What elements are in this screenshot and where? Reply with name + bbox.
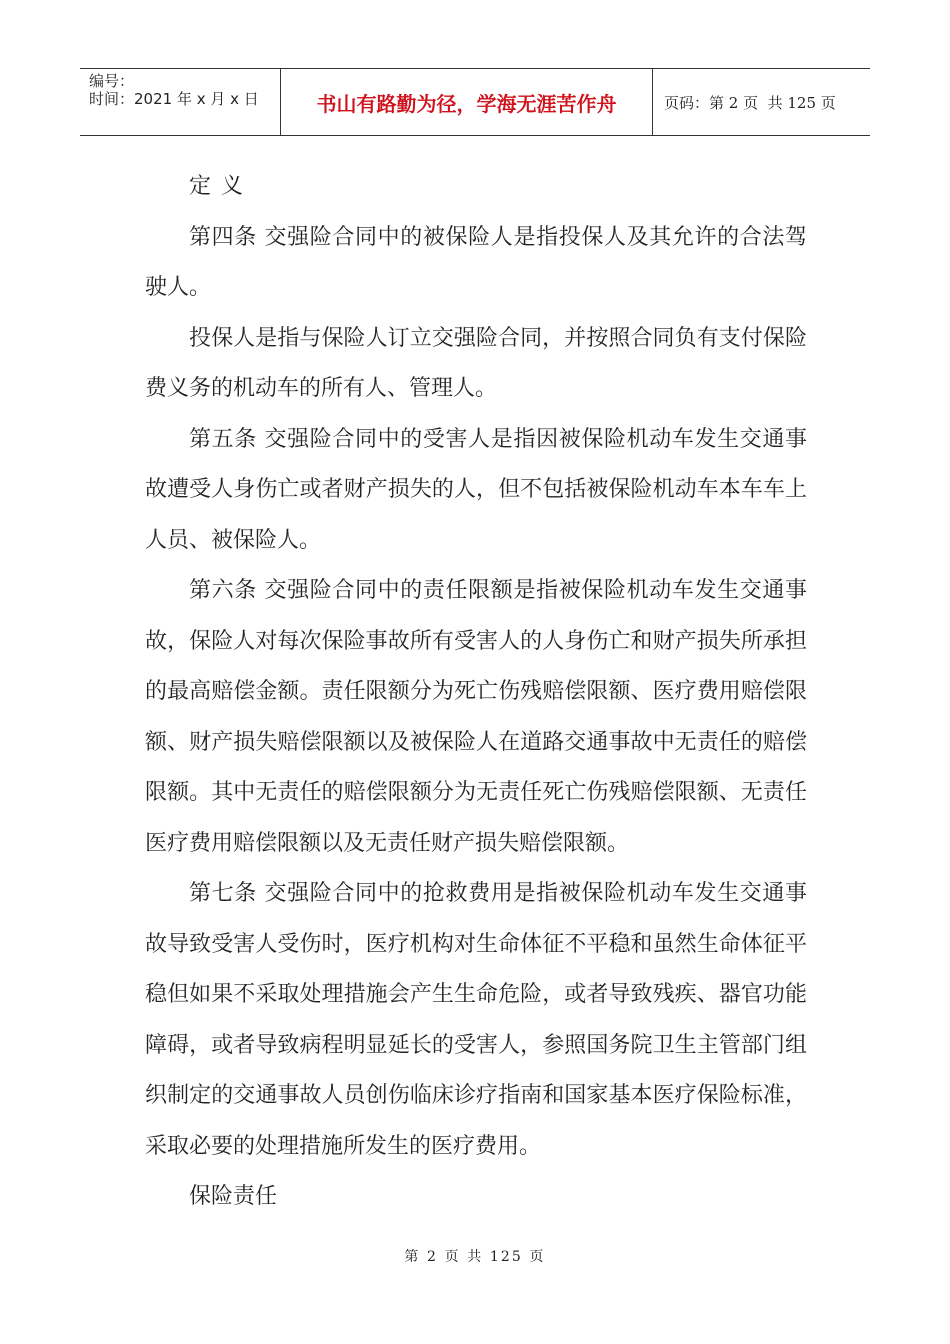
article-4-paragraph: 第四条 交强险合同中的被保险人是指投保人及其允许的合法驾驶人。 (145, 224, 807, 300)
document-number-label: 编号： (89, 72, 135, 90)
page-footer: 第 2 页 共 125 页 (404, 1249, 546, 1265)
policyholder-definition-paragraph: 投保人是指与保险人订立交强险合同，并按照合同负有支付保险费义务的机动车的所有人、管理人。 (145, 325, 807, 401)
document-body (145, 162, 807, 1223)
page-header (80, 68, 870, 136)
article-5-paragraph: 第五条 交强险合同中的受害人是指因被保险机动车发生交通事故遭受人身伤亡或者财产损失的人，但不包括被保险机动车本车车上人员、被保险人。 (145, 426, 807, 553)
section-heading-definitions: 定义 (189, 174, 253, 199)
header-meta-cell (80, 69, 281, 135)
document-date-label: 时间：2021 年 x 月 x 日 (89, 90, 259, 108)
article-7-paragraph: 第七条 交强险合同中的抢救费用是指被保险机动车发生交通事故导致受害人受伤时，医疗机构对生命体征不平稳和虽然生命体征平稳但如果不采取处理措施会产生生命危险，或者导致残疾、器官功能障碍，或者导致病程明显延长的受害人，参照国务院卫生主管部门组织制定的交通事故人员创伤临床诊疗指南和国家基本医疗保险标准，采取必要的处理措施所发生的医疗费用。 (145, 881, 807, 1159)
header-page-info: 页码：第 2 页 共 125 页 (664, 93, 836, 112)
section-heading-insurance-liability: 保险责任 (189, 1184, 278, 1209)
article-6-paragraph: 第六条 交强险合同中的责任限额是指被保险机动车发生交通事故，保险人对每次保险事故所有受害人的人身伤亡和财产损失所承担的最高赔偿金额。责任限额分为死亡伤残赔偿限额、医疗费用赔偿限额、财产损失赔偿限额以及被保险人在道路交通事故中无责任的赔偿限额。其中无责任的赔偿限额分为无责任死亡伤残赔偿限额、无责任医疗费用赔偿限额以及无责任财产损失赔偿限额。 (145, 578, 807, 856)
header-motto: 书山有路勤为径，学海无涯苦作舟 (281, 69, 653, 135)
